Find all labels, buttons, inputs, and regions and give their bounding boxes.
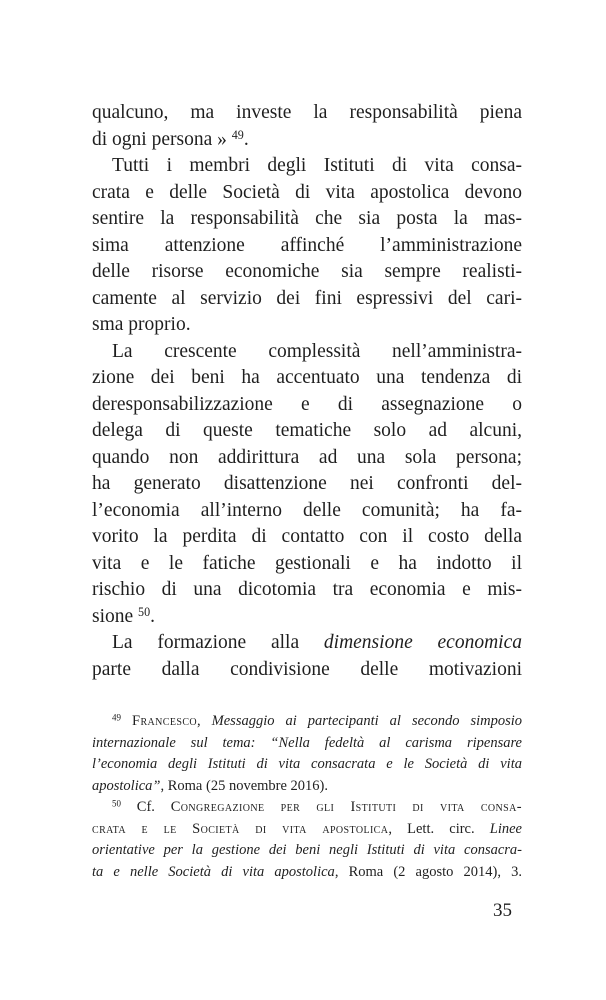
text-segment: La crescente complessità nell’amministra-	[112, 340, 522, 362]
footnote-reference: 49	[231, 127, 244, 142]
body-text-line	[92, 604, 522, 631]
body-text-line	[92, 259, 522, 286]
footnote-reference: 49	[112, 712, 121, 723]
text-segment: di ogni persona »	[92, 128, 232, 150]
footnote-line	[92, 862, 522, 884]
body-text-line	[92, 630, 522, 657]
body-text-line	[92, 127, 522, 154]
text-segment: Linee	[489, 820, 522, 837]
text-segment: l’economia all’interno delle comunità; ha fa-	[92, 499, 522, 521]
body-text-line	[92, 445, 522, 472]
body-text-line	[92, 286, 522, 313]
body-text-line	[92, 365, 522, 392]
body-text-line	[92, 392, 522, 419]
text-segment: quando non addirittura ad una sola persona;	[92, 446, 522, 468]
text-segment: apostolica”	[92, 777, 161, 794]
text-segment: sma proprio.	[92, 314, 191, 335]
text-segment: l’economia degli Istituti di vita consacrata e le Società di vita	[92, 756, 522, 772]
text-segment: Cf.	[120, 799, 171, 815]
footnote-line	[92, 711, 522, 733]
body-text-line	[92, 153, 522, 180]
text-segment: crata e le Società di vita apostolica	[92, 820, 389, 837]
footnotes	[92, 711, 522, 883]
body-text-line	[92, 312, 522, 339]
text-segment: orientative per la gestione dei beni negli Istituti di vita consacra-	[92, 842, 522, 858]
text-segment: vorito la perdita di contatto con il costo della	[92, 526, 522, 547]
body-text-line	[92, 657, 522, 684]
text-segment: sentire la responsabilità che sia posta la mas-	[92, 208, 522, 229]
body-text-line	[92, 206, 522, 233]
text-segment: .	[243, 128, 249, 150]
body-text-line	[92, 233, 522, 260]
text-segment: delega di queste tematiche solo ad alcuni,	[92, 420, 522, 441]
text-segment: .	[150, 605, 155, 627]
text-segment: ,	[197, 713, 212, 729]
text-segment: parte dalla condivisione delle motivazioni	[92, 658, 522, 680]
text-segment	[121, 713, 132, 729]
text-segment: , Lett. circ.	[388, 820, 490, 837]
text-segment: qualcuno, ma investe la responsabilità piena	[92, 102, 522, 123]
body-text-line	[92, 339, 522, 366]
body-text-line	[92, 498, 522, 525]
footnote-line	[92, 797, 522, 819]
text-segment: crata e delle Società di vita apostolica devono	[92, 181, 522, 203]
footnote-line	[92, 754, 522, 776]
body-text-line	[92, 551, 522, 578]
body-text-line	[92, 471, 522, 498]
text-segment: Francesco	[132, 713, 198, 729]
text-segment: , Roma (2 agosto 2014), 3.	[334, 863, 522, 880]
footnote-line	[92, 776, 522, 798]
text-segment: La formazione alla	[112, 632, 324, 653]
body-text-line	[92, 577, 522, 604]
body-text	[92, 100, 522, 683]
text-segment: ha generato disattenzione nei confronti del-	[92, 473, 522, 494]
text-segment: rischio di una dicotomia tra economia e mis-	[92, 579, 522, 600]
body-text-line	[92, 524, 522, 551]
footnote-line	[92, 819, 522, 841]
footnote-reference: 50	[138, 604, 151, 619]
footnote-reference: 50	[112, 798, 121, 809]
text-segment: , Roma (25 novembre 2016).	[160, 777, 329, 794]
text-segment: vita e le fatiche gestionali e ha indotto il	[92, 552, 522, 574]
text-segment: sima attenzione affinché l’amministrazione	[92, 234, 522, 256]
body-text-line	[92, 418, 522, 445]
text-segment: Tutti i membri degli Istituti di vita consa-	[112, 155, 522, 176]
text-segment: camente al servizio dei fini espressivi del cari-	[92, 287, 522, 309]
text-segment: sione	[92, 605, 139, 627]
page-number: 35	[493, 900, 512, 921]
text-segment: deresponsabilizzazione e di assegnazione o	[92, 393, 522, 415]
text-segment: internazionale sul tema: “Nella fedeltà al carisma ripensare	[92, 734, 522, 751]
footnote-line	[92, 733, 522, 755]
body-text-line	[92, 180, 522, 207]
text-segment: delle risorse economiche sia sempre realisti-	[92, 261, 522, 282]
body-text-line	[92, 100, 522, 127]
text-segment: ta e nelle Società di vita apostolica	[92, 863, 335, 880]
footnote-line	[92, 840, 522, 862]
text-segment: Messaggio ai partecipanti al secondo simposio	[211, 713, 523, 729]
text-segment: dimensione economica	[323, 632, 522, 653]
text-segment: zione dei beni ha accentuato una tendenza di	[92, 367, 522, 388]
text-segment: Congregazione per gli Istituti di vita consa-	[170, 799, 522, 815]
